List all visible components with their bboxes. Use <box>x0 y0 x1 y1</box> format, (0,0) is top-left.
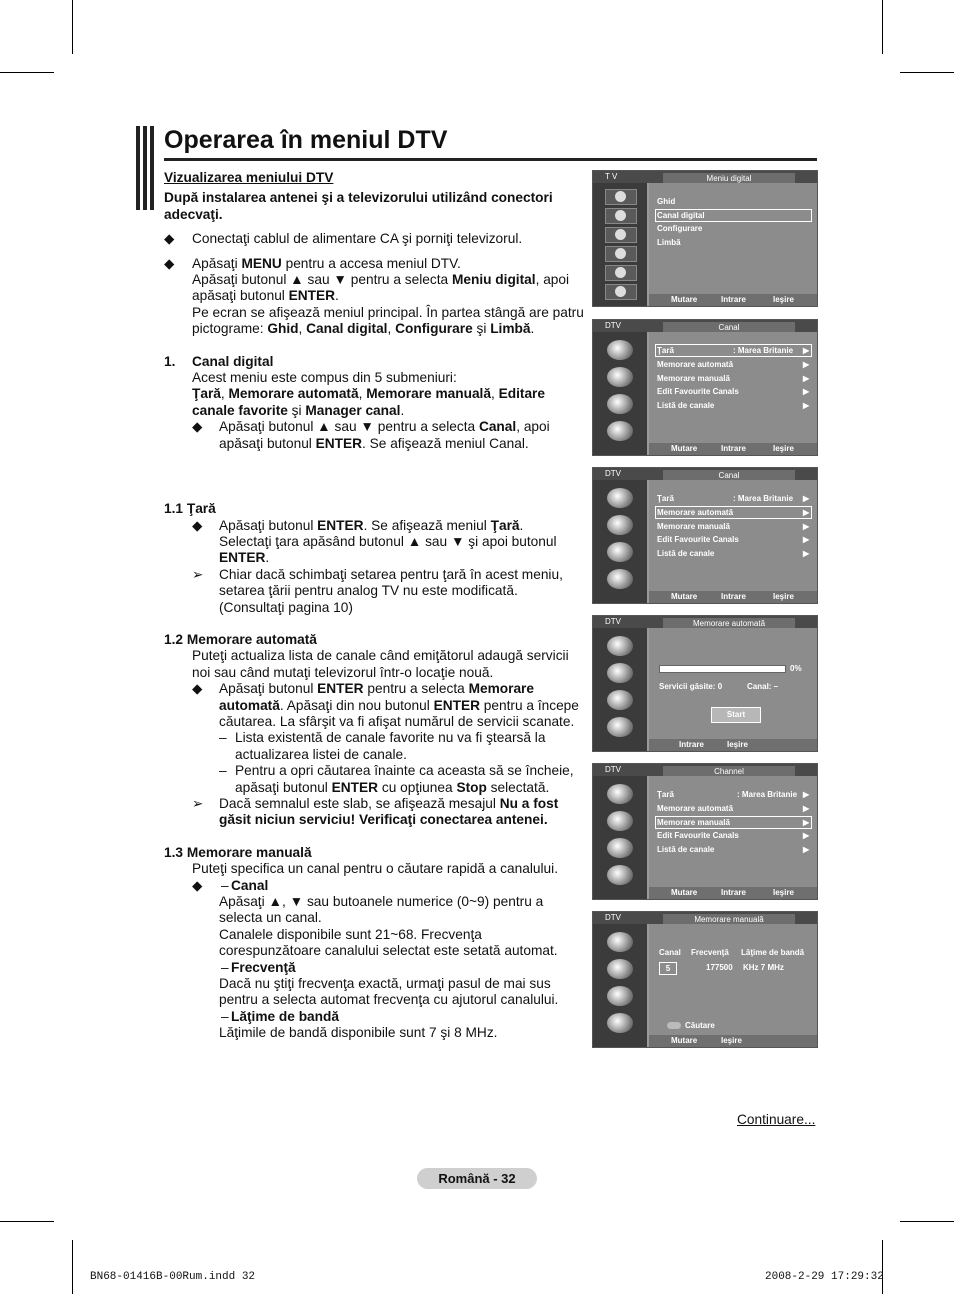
osd-item[interactable]: Edit Favourite Canals ▶ <box>657 535 810 544</box>
channel-stepper[interactable]: 5 <box>659 962 677 975</box>
crop-mark <box>882 1240 883 1294</box>
osd-panel-auto-store: DTV Memorare automată 0% Servicii găsite: 0 Canal: – Start Intrare Ieşire <box>592 615 818 752</box>
dash-item: – Lăţime de bandă Lăţimile de bandă disponibile sunt 7 şi 8 MHz. <box>219 1008 498 1041</box>
osd-icon-column <box>593 332 647 455</box>
guide-icon <box>607 932 633 952</box>
channel-icon <box>607 663 633 683</box>
gear-icon <box>607 542 633 562</box>
channel-icon <box>607 959 633 979</box>
osd-icon-column <box>593 924 647 1047</box>
osd-title: Memorare automată <box>663 618 795 629</box>
title-rule <box>164 158 817 161</box>
osd-item[interactable]: Memorare automată ▶ <box>657 508 810 517</box>
search-label: Căutare <box>685 1021 715 1030</box>
search-button-icon[interactable] <box>667 1022 681 1029</box>
gear-icon <box>607 838 633 858</box>
side-bar <box>143 126 147 210</box>
subsection-memorare-automata: 1.2 Memorare automată <box>164 631 317 647</box>
progress-bar <box>659 665 786 673</box>
osd-item[interactable]: Ghid <box>657 197 676 206</box>
crop-mark <box>0 72 54 73</box>
dash-item: – Frecvenţă Dacă nu ştiţi frecvenţa exactă, urmaţi pasul de mai sus pentru a selecta automat frecvenţa cu ajutorul canalului. <box>219 959 559 1008</box>
side-bar <box>136 126 140 210</box>
language-icon <box>605 284 637 300</box>
dash-item: – Lista existentă de canale favorite nu va fi ştearsă la actualizarea listei de canale. <box>219 730 546 762</box>
osd-item[interactable]: Listă de canale ▶ <box>657 401 810 410</box>
col-canal: Canal <box>659 948 681 957</box>
bandwidth-value: KHz 7 MHz <box>743 963 784 972</box>
channel-icon <box>607 811 633 831</box>
page-number: Română - 32 <box>417 1168 537 1189</box>
channel-readout: Canal: – <box>747 682 779 691</box>
note: ➢ Chiar dacă schimbaţi setarea pentru ţară în acest meniu, setarea ţării pentru analog TV nu este modificată. (Consultaţi pagina 10) <box>192 566 563 615</box>
osd-title: Canal <box>663 322 795 333</box>
osd-item[interactable]: Memorare manuală ▶ <box>657 374 810 383</box>
osd-item[interactable]: Listă de canale ▶ <box>657 845 810 854</box>
col-frequency: Frecvenţă <box>691 948 729 957</box>
crop-mark <box>900 1221 954 1222</box>
osd-panel-canal: DTV Canal Ţară : Marea Britanie ▶ Memorare automată ▶ Memorare manuală ▶ Edit Favourite Canals ▶ Listă de canale ▶ Mutare Intrare Ieşire <box>592 319 818 456</box>
osd-item[interactable]: Memorare manuală ▶ <box>657 818 810 827</box>
osd-panel-manual-store: DTV Memorare manuală Canal Frecvenţă Lăţime de bandă 5 177500 KHz 7 MHz Căutare Mutare Ieşire <box>592 911 818 1048</box>
progress-label: 0% <box>790 664 802 673</box>
section-heading: Vizualizarea meniului DTV <box>164 170 334 185</box>
language-icon <box>607 1013 633 1033</box>
osd-panel-digital-menu: T V Meniu digital Ghid Canal digital Configurare Limbă Mutare Intrare Ieşire <box>592 170 818 307</box>
start-button[interactable]: Start <box>711 707 761 723</box>
subsection-memorare-manuala: 1.3 Memorare manuală <box>164 844 312 860</box>
crop-mark <box>882 0 883 54</box>
bullet: ◆ – Canal Apăsaţi ▲, ▼ sau butoanele numerice (0~9) pentru a selecta un canal. Canalele disponibile sunt 21~68. Frecvenţa corespunzătoare canalului selectat este setată automat. <box>192 877 558 959</box>
gear-icon <box>607 690 633 710</box>
frequency-value: 177500 <box>706 963 733 972</box>
footer-date: 2008-2-29 17:29:32 <box>765 1271 884 1283</box>
bullet: ◆ Apăsaţi MENU pentru a accesa meniul DTV. Apăsaţi butonul ▲ sau ▼ pentru a selecta Meniu digital, apoi apăsaţi butonul ENTER. Pe ecran se afişează meniul principal. În partea stângă are patru pictograme: Ghid, Canal digital, Configurare şi Limbă. <box>164 255 584 337</box>
language-icon <box>607 865 633 885</box>
osd-title: Channel <box>663 766 795 777</box>
osd-item[interactable]: Ţară : Marea Britanie ▶ <box>657 494 810 503</box>
osd-icon-column <box>593 776 647 899</box>
gear-icon <box>605 246 637 262</box>
osd-item[interactable]: Edit Favourite Canals ▶ <box>657 831 810 840</box>
language-icon <box>607 717 633 737</box>
subsection-tara: 1.1 Ţară <box>164 501 216 517</box>
dash-item: – Pentru a opri căutarea înainte ca aceasta să se încheie, apăsaţi butonul ENTER cu opţiunea Stop selectată. <box>219 763 574 795</box>
osd-item[interactable]: Ţară : Marea Britanie ▶ <box>657 790 810 799</box>
continue-link: Continuare... <box>737 1112 816 1127</box>
setup-icon <box>605 227 637 243</box>
osd-item[interactable]: Memorare manuală ▶ <box>657 522 810 531</box>
osd-footer: Mutare Ieşire <box>649 1035 817 1047</box>
osd-panel-canal-auto: DTV Canal Ţară : Marea Britanie ▶ Memorare automată ▶ Memorare manuală ▶ Edit Favourite Canals ▶ Listă de canale ▶ Mutare Intrare Ieşire <box>592 467 818 604</box>
intro-bold: După instalarea antenei şi a televizorului utilizând conectori adecvaţi. <box>164 190 553 222</box>
crop-mark <box>0 1221 54 1222</box>
note: ➢ Dacă semnalul este slab, se afişează mesajul Nu a fost găsit niciun serviciu! Verificaţi conectarea antenei. <box>192 796 559 828</box>
bullet: ◆ Apăsaţi butonul ▲ sau ▼ pentru a selecta Canal, apoi apăsaţi butonul ENTER. Se afişează meniul Canal. <box>192 419 550 451</box>
channel-icon <box>607 367 633 387</box>
osd-footer: Mutare Intrare Ieşire <box>649 887 817 899</box>
osd-item[interactable]: Memorare automată ▶ <box>657 804 810 813</box>
bullet: ◆ Conectaţi cablul de alimentare CA şi porniţi televizorul. <box>164 231 523 247</box>
side-bar <box>150 126 154 210</box>
services-found: Servicii găsite: 0 <box>659 682 723 691</box>
osd-icon-column <box>593 183 647 306</box>
osd-item[interactable]: Ţară : Marea Britanie ▶ <box>657 346 810 355</box>
section-canal-digital: 1. Canal digital Acest meniu este compus din 5 submeniuri: Ţară, Memorare automată, Memorare manuală, Editare canale favorite şi Manager canal. <box>164 353 545 418</box>
crop-mark <box>72 1240 73 1294</box>
osd-item[interactable]: Limbă <box>657 238 681 247</box>
osd-panel-channel: DTV Channel Ţară : Marea Britanie ▶ Memorare automată ▶ Memorare manuală ▶ Edit Favourite Canals ▶ Listă de canale ▶ Mutare Intrare Ieşire <box>592 763 818 900</box>
page-title: Operarea în meniul DTV <box>164 126 448 154</box>
osd-item[interactable]: Configurare <box>657 224 703 233</box>
antenna-icon <box>605 265 637 281</box>
osd-item[interactable]: Edit Favourite Canals ▶ <box>657 387 810 396</box>
bullet: ◆ Apăsaţi butonul ENTER. Se afişează meniul Ţară. Selectaţi ţara apăsând butonul ▲ sau ▼ şi apoi butonul ENTER. <box>192 517 557 566</box>
crop-mark <box>72 0 73 54</box>
guide-icon <box>607 636 633 656</box>
language-icon <box>607 421 633 441</box>
col-bandwidth: Lăţime de bandă <box>741 948 805 957</box>
language-icon <box>607 569 633 589</box>
footer-file: BN68-01416B-00Rum.indd 32 <box>90 1271 256 1283</box>
osd-item[interactable]: Listă de canale ▶ <box>657 549 810 558</box>
crop-mark <box>900 72 954 73</box>
osd-item[interactable]: Canal digital <box>657 211 705 220</box>
osd-title: Memorare manuală <box>663 914 795 925</box>
guide-icon <box>605 189 637 205</box>
osd-footer: Mutare Intrare Ieşire <box>649 591 817 603</box>
channel-icon <box>605 208 637 224</box>
osd-footer: Intrare Ieşire <box>649 739 817 751</box>
gear-icon <box>607 394 633 414</box>
osd-footer: Mutare Intrare Ieşire <box>649 443 817 455</box>
bullet: ◆ Apăsaţi butonul ENTER pentru a selecta Memorare automată. Apăsaţi din nou butonul ENTER pentru a începe căutarea. La sfârşit va fi afişat numărul de servicii scanate. <box>192 681 579 729</box>
text-column: Vizualizarea meniului DTV După instalarea antenei şi a televizorului utilizând conectori adecvaţi. ◆ Conectaţi cablul de alimentare CA şi porniţi televizorul. ◆ Apăsaţi MENU pentru a accesa meniul DTV. Apăsaţi butonul ▲ sau ▼ pentru a selecta Meniu digital, apoi apăsaţi butonul ENTER. Pe ecran se afişează meniul principal. În partea stângă are patru pictograme: Ghid, Canal digital, Configurare şi Limbă. 1. Canal digital Acest meniu este compus din 5 submeniuri: Ţară, Memorare automată, Memorare manuală, Editare canale favorite şi Manager canal. ◆ Apăsaţi butonul ▲ sau ▼ pentru a selecta Canal, apoi apăsaţi butonul ENTER. Se afişează meniul Canal. 1.1 Ţară ◆ Apăsaţi butonul ENTER. Se afişează meniul Ţară. Selectaţi ţara apăsând butonul ▲ sau ▼ şi apoi butonul ENTER. ➢ Chiar dacă schimbaţi setarea pentru ţară în acest meniu, setarea ţării pentru analog TV nu este modificată. (Consultaţi pagina 10) 1.2 Memorare automată Puteţi actualiza lista de canale când emiţătorul adaugă servicii noi sau când mutaţi televizorul într-o locaţie nouă. ◆ Apăsaţi butonul ENTER pentru a selecta Memorare automată. Apăsaţi din nou butonul ENTER pentru a începe căutarea. La sfârşit va fi afişat numărul de servicii scanate. – Lista existentă de canale favorite nu va fi ştearsă la actualizarea listei de canale. – Pentru a opri căutarea înainte ca aceasta să se încheie, apăsaţi butonul ENTER cu opţiunea Stop selectată. ➢ Dacă semnalul este slab, se afişează mesajul Nu a fost găsit niciun serviciu! Verificaţi conectarea antenei. 1.3 Memorare manuală Puteţi specifica un canal pentru o căutare rapidă a canalului. ◆ – Canal Apăsaţi ▲, ▼ sau butoanele numerice (0~9) pentru a selecta un canal. Canalele disponibile sunt 21~68. Frecvenţa corespunzătoare canalului selectat este setată automat. – Frecvenţă Dacă nu ştiţi frecvenţa exactă, urmaţi pasul de mai sus pentru a selecta automat frecvenţa cu ajutorul canalului. – Lăţime de bandă Lăţimile de bandă disponibile sunt 7 şi 8 MHz. <box>164 170 584 1041</box>
gear-icon <box>607 986 633 1006</box>
channel-icon <box>607 515 633 535</box>
osd-title: Canal <box>663 470 795 481</box>
osd-footer: Mutare Intrare Ieşire <box>649 294 817 306</box>
guide-icon <box>607 340 633 360</box>
osd-icon-column <box>593 480 647 603</box>
guide-icon <box>607 784 633 804</box>
osd-title: Meniu digital <box>663 173 795 184</box>
osd-item[interactable]: Memorare automată ▶ <box>657 360 810 369</box>
guide-icon <box>607 488 633 508</box>
osd-icon-column <box>593 628 647 751</box>
